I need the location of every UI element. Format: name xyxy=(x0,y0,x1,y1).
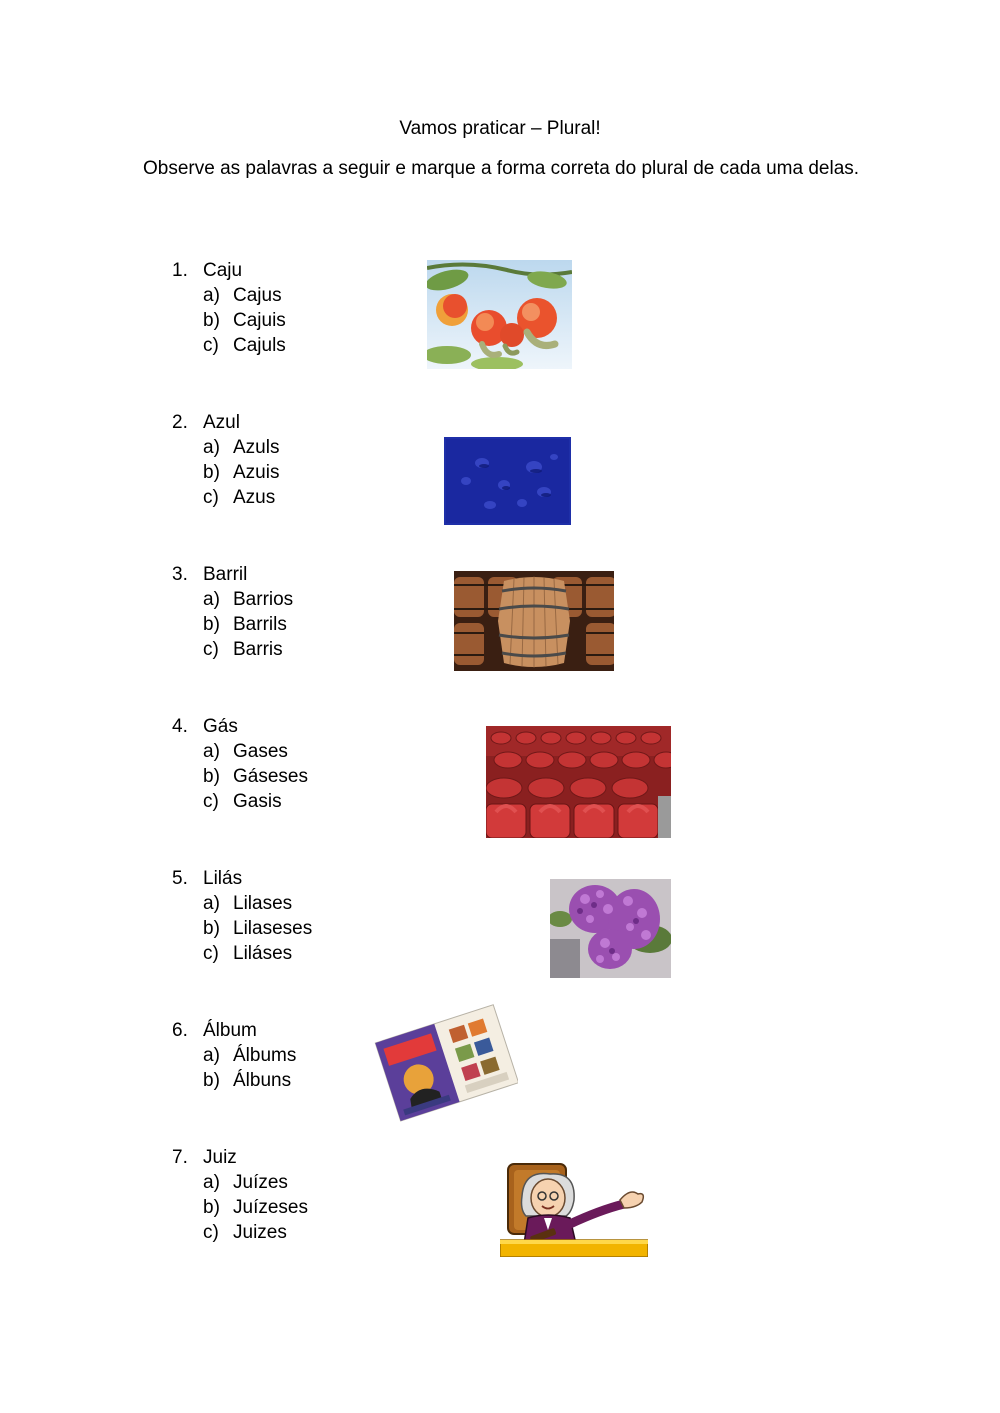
option-c[interactable] xyxy=(172,637,293,662)
option-a[interactable] xyxy=(172,739,308,764)
question-number: 1. xyxy=(172,260,188,281)
option-text: Cajus xyxy=(233,285,282,306)
cashew-fruit-image xyxy=(427,260,572,369)
option-b[interactable] xyxy=(172,612,293,637)
option-letter: b) xyxy=(203,1070,220,1091)
option-a[interactable] xyxy=(172,435,279,460)
question-word: Azul xyxy=(203,412,240,433)
option-letter: c) xyxy=(203,791,219,812)
option-c[interactable] xyxy=(172,485,279,510)
question-number: 3. xyxy=(172,564,188,585)
option-text: Juízeses xyxy=(233,1197,308,1218)
option-letter: a) xyxy=(203,1172,220,1193)
question-word: Gás xyxy=(203,716,238,737)
option-a[interactable] xyxy=(172,1043,296,1068)
option-a[interactable] xyxy=(172,587,293,612)
option-letter: c) xyxy=(203,639,219,660)
option-letter: a) xyxy=(203,893,220,914)
option-letter: a) xyxy=(203,285,220,306)
question-number: 4. xyxy=(172,716,188,737)
lilac-flowers-image xyxy=(550,879,671,978)
option-c[interactable] xyxy=(172,789,308,814)
gas-cylinders-image xyxy=(486,726,671,838)
worksheet-title: Vamos praticar – Plural! xyxy=(399,118,601,139)
option-letter: b) xyxy=(203,462,220,483)
option-text: Barrils xyxy=(233,614,287,635)
option-text: Álbums xyxy=(233,1045,297,1066)
question-4 xyxy=(172,714,308,814)
option-text: Azuls xyxy=(233,437,280,458)
option-text: Cajuis xyxy=(233,310,286,331)
option-c[interactable] xyxy=(172,941,312,966)
option-b[interactable] xyxy=(172,764,308,789)
option-b[interactable] xyxy=(172,1068,296,1093)
option-letter: a) xyxy=(203,741,220,762)
question-number: 2. xyxy=(172,412,188,433)
option-b[interactable] xyxy=(172,916,312,941)
question-7 xyxy=(172,1145,308,1245)
option-letter: a) xyxy=(203,1045,220,1066)
sticker-album-image xyxy=(374,994,518,1126)
option-text: Juízes xyxy=(233,1172,288,1193)
option-text: Lilaseses xyxy=(233,918,313,939)
option-text: Gáseses xyxy=(233,766,308,787)
barrels-image xyxy=(454,571,614,671)
option-letter: c) xyxy=(203,335,219,356)
option-letter: b) xyxy=(203,1197,220,1218)
option-c[interactable] xyxy=(172,333,286,358)
option-letter: c) xyxy=(203,1222,219,1243)
option-letter: b) xyxy=(203,766,220,787)
option-text: Barrios xyxy=(233,589,294,610)
option-a[interactable] xyxy=(172,283,286,308)
option-b[interactable] xyxy=(172,1195,308,1220)
option-letter: b) xyxy=(203,918,220,939)
option-letter: c) xyxy=(203,487,219,508)
option-a[interactable] xyxy=(172,891,312,916)
question-3 xyxy=(172,562,293,662)
question-6 xyxy=(172,1018,296,1093)
instructions: Observe as palavras a seguir e marque a forma correta do plural de cada uma delas. xyxy=(143,158,860,179)
question-1 xyxy=(172,258,286,358)
option-b[interactable] xyxy=(172,308,286,333)
option-text: Gases xyxy=(233,741,288,762)
option-a[interactable] xyxy=(172,1170,308,1195)
option-c[interactable] xyxy=(172,1220,308,1245)
question-number: 5. xyxy=(172,868,188,889)
option-text: Azus xyxy=(233,487,276,508)
option-text: Juizes xyxy=(233,1222,287,1243)
option-text: Álbuns xyxy=(233,1070,292,1091)
question-2 xyxy=(172,410,279,510)
option-b[interactable] xyxy=(172,460,279,485)
judge-cartoon-image xyxy=(500,1160,648,1257)
option-text: Gasis xyxy=(233,791,282,812)
question-word: Juiz xyxy=(203,1147,237,1168)
question-word: Lilás xyxy=(203,868,243,889)
option-text: Lilases xyxy=(233,893,293,914)
blue-painting-image xyxy=(444,437,571,525)
option-letter: c) xyxy=(203,943,219,964)
option-letter: a) xyxy=(203,589,220,610)
question-word: Barril xyxy=(203,564,248,585)
question-word: Caju xyxy=(203,260,243,281)
option-letter: b) xyxy=(203,614,220,635)
option-text: Barris xyxy=(233,639,283,660)
option-text: Liláses xyxy=(233,943,293,964)
option-letter: b) xyxy=(203,310,220,331)
option-text: Cajuls xyxy=(233,335,286,356)
option-letter: a) xyxy=(203,437,220,458)
question-word: Álbum xyxy=(203,1020,257,1041)
question-5 xyxy=(172,866,312,966)
option-text: Azuis xyxy=(233,462,280,483)
question-number: 6. xyxy=(172,1020,188,1041)
question-number: 7. xyxy=(172,1147,188,1168)
